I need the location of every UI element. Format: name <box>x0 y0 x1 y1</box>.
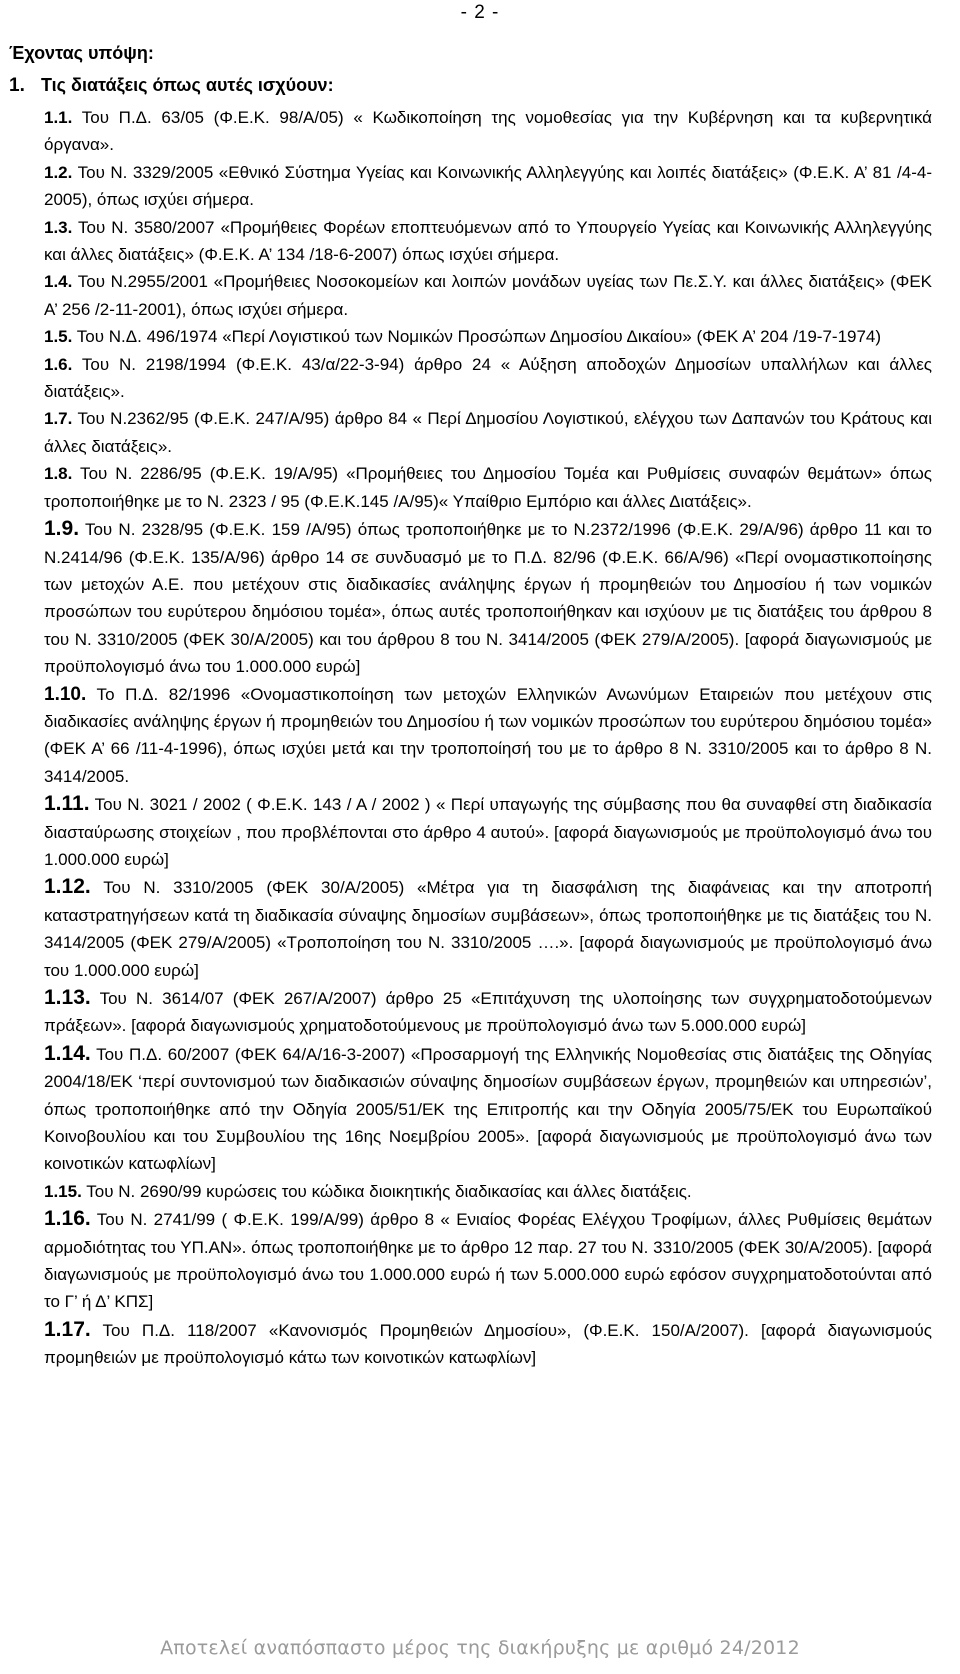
page-footer: Αποτελεί αναπόσπαστο μέρος της διακήρυξης με αριθμό 24/2012 <box>160 1637 800 1659</box>
provision-number: 1.5. <box>44 327 73 347</box>
provision-item <box>0 214 960 269</box>
provision-item <box>0 104 960 159</box>
provision-text: Του Ν. 3580/2007 «Προμήθειες Φορέων εποπτευόμενων από το Υπουργείο Υγείας και Κοινωνικής Αλληλεγγύης και άλλες διατάξεις» (Φ.Ε.Κ. Α’ 134 /18-6-2007) όπως ισχύει σήμερα. <box>44 217 932 265</box>
page-number: - 2 - <box>460 2 500 23</box>
provision-text: Του Ν.Δ. 496/1974 «Περί Λογιστικού των Νομικών Προσώπων Δημοσίου Δικαίου» (ΦΕΚ Α’ 204 /19-7-1974) <box>76 327 882 347</box>
provision-number: 1.15. <box>44 1181 82 1201</box>
provision-item <box>0 268 960 323</box>
provision-item <box>0 460 960 515</box>
provision-number: 1.10. <box>44 683 87 705</box>
provision-number: 1.17. <box>44 1317 91 1341</box>
provision-item <box>0 1316 960 1372</box>
provision-number: 1.13. <box>44 986 91 1009</box>
provision-number: 1.3. <box>44 217 73 237</box>
legal-provisions-list <box>0 104 960 1372</box>
section-title <box>9 75 334 97</box>
provision-number: 1.6. <box>44 354 73 374</box>
provision-text: Του Ν. 2690/99 κυρώσεις του κώδικα διοικητικής διαδικασίας και άλλες διατάξεις. <box>86 1181 692 1201</box>
provision-text: Του Π.Δ. 118/2007 «Κανονισμός Προμηθειών Δημοσίου», (Φ.Ε.Κ. 150/Α/2007). [αφορά διαγωνισμούς προμηθειών με προϋπολογισμό κάτω των κοινοτικών κατωφλίων] <box>44 1320 932 1368</box>
provision-item <box>0 159 960 214</box>
provision-number: 1.1. <box>44 108 73 127</box>
provision-text: Του Ν.2362/95 (Φ.Ε.Κ. 247/Α/95) άρθρο 84 « Περί Δημοσίου Λογιστικού, ελέγχου των Δαπανών του Κράτους και άλλες διατάξεις». <box>44 409 932 456</box>
section-title-text: Τις διατάξεις όπως αυτές ισχύουν: <box>41 75 334 95</box>
provision-item <box>0 1040 960 1178</box>
document-heading: Έχοντας υπόψη: <box>9 43 154 63</box>
provision-item <box>0 515 960 680</box>
provision-number: 1.4. <box>44 272 73 292</box>
provision-item <box>0 1178 960 1205</box>
provision-text: Του Ν. 3329/2005 «Εθνικό Σύστημα Υγείας και Κοινωνικής Αλληλεγγύης και λοιπές διατάξεις» (Φ.Ε.Κ. Α’ 81 /4-4-2005), όπως ισχύει σήμερα. <box>44 162 932 210</box>
provision-text: Του Ν. 3021 / 2002 ( Φ.Ε.Κ. 143 / Α / 2002 ) « Περί υπαγωγής της σύμβασης που θα συναφθεί στη διαδικασία διασταύρωσης στοιχείων , που προβλέπονται στο άρθρο 4 αυτού». [αφορά διαγωνισμούς με προϋπολογισμό άνω του 1.000.000 ευρώ] <box>44 795 932 869</box>
provision-number: 1.12. <box>44 875 91 899</box>
provision-text: Του Ν. 2198/1994 (Φ.Ε.Κ. 43/α/22-3-94) άρθρο 24 « Αύξηση αποδοχών Δημοσίων υπαλλήλων και άλλες διατάξεις». <box>44 354 932 402</box>
provision-item <box>0 351 960 406</box>
provision-number: 1.11. <box>44 792 90 816</box>
provision-text: Του Ν. 3614/07 (ΦΕΚ 267/Α/2007) άρθρο 25 «Επιτάχυνση της υλοποίησης των συγχρηματοδοτούμενων πράξεων». [αφορά διαγωνισμούς χρηματοδοτούμενους με προϋπολογισμό άνω των 5.000.000 ευρώ] <box>44 989 932 1036</box>
provision-item <box>0 681 960 791</box>
provision-text: Το Π.Δ. 82/1996 «Ονομαστικοποίηση των μετοχών Ελληνικών Ανωνύμων Εταιρειών που μετέχουν στις διαδικασίες ανάληψης έργων ή προμηθειών του Δημοσίου ή των νομικών προσώπων του ευρύτερου δημόσιου τομέα» (ΦΕΚ Α’ 66 /11-4-1996), όπως ισχύει μετά και την τροποποίησή του με το άρθρο 8 Ν. 3310/2005 και το άρθρο 8 Ν. 3414/2005. <box>44 684 932 786</box>
provision-number: 1.2. <box>44 162 73 182</box>
provision-item <box>0 1205 960 1316</box>
section-number: 1. <box>9 75 25 96</box>
provision-item <box>0 790 960 873</box>
provision-number: 1.14. <box>44 1041 91 1065</box>
provision-item <box>0 405 960 460</box>
provision-text: Του Ν. 2286/95 (Φ.Ε.Κ. 19/Α/95) «Προμήθειες του Δημοσίου Τομέα και Ρυθμίσεις συναφών θεμάτων» όπως τροποποιήθηκε με το Ν. 2323 / 95 (Φ.Ε.Κ.145 /Α/95)« Υπαίθριο Εμπόριο και άλλες Διατάξεις». <box>44 464 932 511</box>
provision-text: Του Π.Δ. 60/2007 (ΦΕΚ 64/Α/16-3-2007) «Προσαρμογή της Ελληνικής Νομοθεσίας στις διατάξεις της Οδηγίας 2004/18/ΕΚ ‘περί συντονισμού των διαδικασιών σύναψης δημοσίων συμβάσεων έργων, προμηθειών και υπηρεσιών’, όπως τροποποιήθηκε από την Οδηγία 2005/51/ΕΚ της Επιτροπής και την Οδηγία 2005/75/ΕΚ του Ευρωπαϊκού Κοινοβουλίου και του Συμβουλίου της 16ης Νοεμβρίου 2005». [αφορά διαγωνισμούς με προϋπολογισμό άνω των κοινοτικών κατωφλίων] <box>44 1044 932 1174</box>
provision-text: Του Ν.2955/2001 «Προμήθειες Νοσοκομείων και λοιπών μονάδων υγείας των Πε.Σ.Υ. και άλλες διατάξεις» (ΦΕΚ Α’ 256 /2-11-2001), όπως ισχύει σήμερα. <box>44 272 932 319</box>
provision-item <box>0 984 960 1040</box>
provision-number: 1.8. <box>44 464 73 484</box>
provision-item <box>0 873 960 984</box>
provision-number: 1.16. <box>44 1207 91 1231</box>
provision-text: Του Ν. 2328/95 (Φ.Ε.Κ. 159 /Α/95) όπως τροποποιήθηκε με το Ν.2372/1996 (Φ.Ε.Κ. 29/Α/96) άρθρο 11 και το Ν.2414/96 (Φ.Ε.Κ. 135/Α/96) άρθρο 14 σε συνδυασμό με το Π.Δ. 82/96 (Φ.Ε.Κ. 66/Α/96) «Περί ονομαστικοποίησης των μετοχών Α.Ε. που μετέχουν στις διαδικασίες ανάληψης έργων ή προμηθειών του Δημοσίου ή των νομικών προσώπων του ευρύτερου δημόσιου τομέα», όπως αυτές τροποποιήθηκαν και ισχύουν με τις διατάξεις του άρθρου 8 του Ν. 3310/2005 (ΦΕΚ 30/Α/2005) και του άρθρου 8 του Ν. 3414/2005 (ΦΕΚ 279/Α/2005). [αφορά διαγωνισμούς με προϋπολογισμό άνω του 1.000.000 ευρώ] <box>44 520 932 677</box>
provision-text: Του Ν. 3310/2005 (ΦΕΚ 30/Α/2005) «Μέτρα για τη διασφάλιση της διαφάνειας και την αποτροπή καταστρατηγήσεων κατά τη διαδικασία σύναψης δημοσίων συμβάσεων», όπως τροποποιήθηκε με τις διατάξεις του Ν. 3414/2005 (ΦΕΚ 279/Α/2005) «Τροποποίηση του Ν. 3310/2005 ….». [αφορά διαγωνισμούς με προϋπολογισμό άνω του 1.000.000 ευρώ] <box>44 878 932 980</box>
provision-text: Του Ν. 2741/99 ( Φ.Ε.Κ. 199/Α/99) άρθρο 8 « Ενιαίος Φορέας Ελέγχου Τροφίμων, άλλες Ρυθμίσεις θεμάτων αρμοδιότητας του ΥΠ.ΑΝ». όπως τροποποιήθηκε με το άρθρο 12 παρ. 27 του Ν. 3310/2005 (ΦΕΚ 30/Α/2005). [αφορά διαγωνισμούς με προϋπολογισμό άνω του 1.000.000 ευρώ ή των 5.000.000 ευρώ εφόσον συγχρηματοδοτούνται από το Γ’ ή Δ’ ΚΠΣ] <box>44 1210 932 1312</box>
provision-text: Του Π.Δ. 63/05 (Φ.Ε.Κ. 98/Α/05) « Κωδικοποίηση της νομοθεσίας για την Κυβέρνηση και τα κυβερνητικά όργανα». <box>44 108 932 155</box>
provision-number: 1.9. <box>44 517 80 541</box>
provision-number: 1.7. <box>44 409 73 429</box>
provision-item <box>0 323 960 350</box>
